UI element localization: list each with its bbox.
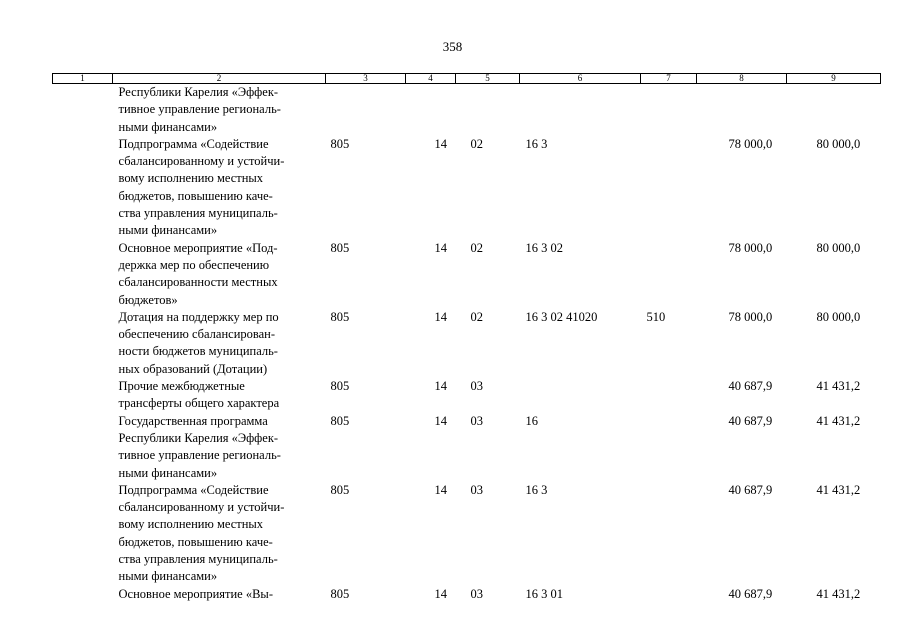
cell-amount-col8: 40 687,9 <box>728 586 773 601</box>
table-row <box>53 378 881 413</box>
page-number: 358 <box>442 39 463 54</box>
table-row <box>53 240 881 309</box>
cell-admin-code: 805 <box>330 240 350 255</box>
column-header-6: 6 <box>520 74 641 84</box>
cell-name: Дотация на поддержку мер по обеспечению сбалансирован- ности бюджетов муниципаль- ных образований (Дотации) <box>118 309 279 376</box>
cell-admin-code <box>326 84 406 136</box>
cell-section: 14 <box>434 136 447 151</box>
cell-amount-col9: 80 000,0 <box>816 240 861 255</box>
cell-section: 14 <box>434 413 447 428</box>
cell-col-1 <box>53 413 113 482</box>
cell-target-article <box>520 84 641 136</box>
cell-name: Прочие межбюджетные трансферты общего характера <box>118 379 280 411</box>
table-row <box>53 136 881 240</box>
cell-amount-col8: 78 000,0 <box>728 136 773 151</box>
cell-expense-type: 510 <box>646 309 666 324</box>
cell-amount-col8: 40 687,9 <box>728 413 773 428</box>
table-row <box>53 413 881 482</box>
cell-subsection: 03 <box>470 482 483 497</box>
table-row <box>53 84 881 136</box>
cell-name: Республики Карелия «Эффек- тивное управление региональ- ными финансами» <box>118 85 281 134</box>
cell-col-1 <box>53 240 113 309</box>
cell-subsection <box>456 84 520 136</box>
cell-target-article <box>520 378 641 413</box>
column-header-7: 7 <box>641 74 697 84</box>
cell-expense-type <box>641 84 697 136</box>
cell-amount-col8: 40 687,9 <box>728 482 773 497</box>
cell-target-article: 16 3 02 <box>525 240 563 255</box>
cell-expense-type <box>641 378 697 413</box>
budget-table <box>52 73 881 603</box>
cell-amount-col8: 40 687,9 <box>728 379 773 394</box>
cell-subsection: 03 <box>470 586 483 601</box>
column-header-5: 5 <box>456 74 520 84</box>
cell-section: 14 <box>434 482 447 497</box>
cell-amount-col9: 41 431,2 <box>816 379 861 394</box>
cell-section: 14 <box>434 586 447 601</box>
cell-expense-type <box>641 413 697 482</box>
cell-amount-col9: 80 000,0 <box>816 136 861 151</box>
cell-section <box>406 84 456 136</box>
cell-col-1 <box>53 309 113 378</box>
cell-col-1 <box>53 378 113 413</box>
cell-admin-code: 805 <box>330 482 350 497</box>
cell-name: Подпрограмма «Содействие сбалансированному и устойчи- вому исполнению местных бюджетов, повышению каче- ства управления муниципаль- ными финансами» <box>118 482 285 584</box>
cell-subsection: 03 <box>470 413 483 428</box>
cell-section: 14 <box>434 379 447 394</box>
column-number-row <box>53 74 881 84</box>
table-row <box>53 309 881 378</box>
cell-admin-code: 805 <box>330 413 350 428</box>
cell-name: Основное мероприятие «Под- держка мер по обеспечению сбалансированности местных бюджетов» <box>118 240 278 307</box>
cell-admin-code: 805 <box>330 379 350 394</box>
cell-expense-type <box>641 482 697 586</box>
cell-name: Подпрограмма «Содействие сбалансированному и устойчи- вому исполнению местных бюджетов, повышению каче- ства управления муниципаль- ными финансами» <box>118 136 285 238</box>
cell-amount-col8: 78 000,0 <box>728 240 773 255</box>
cell-expense-type <box>641 240 697 309</box>
cell-subsection: 03 <box>470 379 483 394</box>
table-row <box>53 586 881 603</box>
cell-target-article: 16 3 02 41020 <box>525 309 598 324</box>
column-header-3: 3 <box>326 74 406 84</box>
cell-expense-type <box>641 586 697 603</box>
cell-amount-col9: 80 000,0 <box>816 309 861 324</box>
cell-admin-code: 805 <box>330 136 350 151</box>
cell-col-1 <box>53 136 113 240</box>
cell-col-1 <box>53 482 113 586</box>
cell-amount-col9: 41 431,2 <box>816 482 861 497</box>
cell-target-article: 16 3 <box>525 482 548 497</box>
cell-subsection: 02 <box>470 136 483 151</box>
cell-subsection: 02 <box>470 240 483 255</box>
cell-amount-col8 <box>697 84 787 136</box>
cell-target-article: 16 3 <box>525 136 548 151</box>
cell-amount-col9 <box>787 84 881 136</box>
cell-amount-col9: 41 431,2 <box>816 586 861 601</box>
cell-target-article: 16 <box>525 413 538 428</box>
column-header-1: 1 <box>53 74 113 84</box>
table-body <box>53 84 881 603</box>
cell-col-1 <box>53 586 113 603</box>
cell-amount-col9: 41 431,2 <box>816 413 861 428</box>
column-header-9: 9 <box>787 74 881 84</box>
cell-target-article: 16 3 01 <box>525 586 563 601</box>
cell-section: 14 <box>434 240 447 255</box>
cell-admin-code: 805 <box>330 586 350 601</box>
cell-name: Государственная программа Республики Карелия «Эффек- тивное управление региональ- ными финансами» <box>118 413 281 480</box>
cell-subsection: 02 <box>470 309 483 324</box>
column-header-4: 4 <box>406 74 456 84</box>
cell-name: Основное мероприятие «Вы- <box>118 586 273 601</box>
table-row <box>53 482 881 586</box>
column-header-8: 8 <box>697 74 787 84</box>
cell-admin-code: 805 <box>330 309 350 324</box>
cell-col-1 <box>53 84 113 136</box>
cell-amount-col8: 78 000,0 <box>728 309 773 324</box>
column-header-2: 2 <box>113 74 326 84</box>
cell-section: 14 <box>434 309 447 324</box>
cell-expense-type <box>641 136 697 240</box>
